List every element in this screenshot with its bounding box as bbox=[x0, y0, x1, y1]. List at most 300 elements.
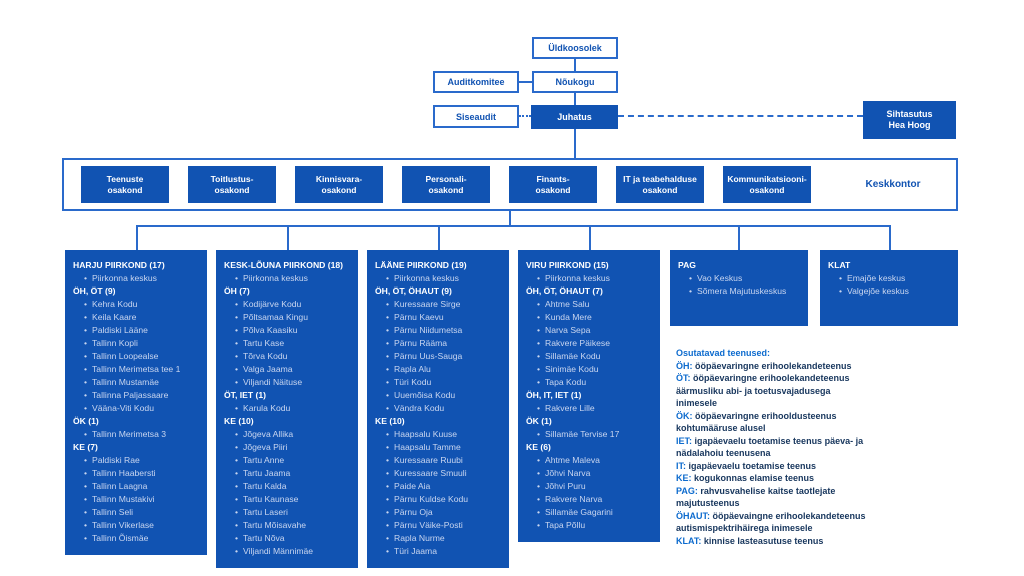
bullet-icon: • bbox=[537, 494, 541, 504]
facility-item bbox=[73, 272, 202, 285]
bullet-icon: • bbox=[235, 533, 239, 543]
facility-item bbox=[526, 324, 655, 337]
facility-label: Kuressaare Smuuli bbox=[394, 468, 467, 478]
department-label-line2: osakond bbox=[428, 184, 464, 195]
bullet-icon: • bbox=[537, 507, 541, 517]
facility-label: Tallinn Laagna bbox=[92, 481, 148, 491]
bullet-icon: • bbox=[386, 299, 390, 309]
facility-item bbox=[375, 493, 504, 506]
facility-item bbox=[73, 298, 202, 311]
facility-item bbox=[73, 324, 202, 337]
legend-entry-line: ÖK: ööpäevaringne erihooldusteenus bbox=[676, 410, 837, 421]
bullet-icon: • bbox=[537, 351, 541, 361]
connector-drop-pag bbox=[738, 225, 740, 250]
facility-item bbox=[526, 350, 655, 363]
region-box-pag bbox=[670, 250, 808, 326]
facility-item bbox=[526, 454, 655, 467]
facility-label: Tapa Põllu bbox=[545, 520, 586, 530]
facility-item bbox=[224, 363, 353, 376]
legend-entry-line: autismispektrihäirega inimesele bbox=[676, 523, 813, 533]
facility-label: Türi Kodu bbox=[394, 377, 432, 387]
bullet-icon: • bbox=[386, 533, 390, 543]
region-box-kesk-louna bbox=[216, 250, 358, 568]
facility-label: Vääna-Viti Kodu bbox=[92, 403, 154, 413]
department-box bbox=[188, 166, 276, 203]
facility-label: Vao Keskus bbox=[697, 273, 743, 283]
facility-label: Tallinn Õismäe bbox=[92, 533, 149, 543]
facility-item bbox=[375, 311, 504, 324]
bullet-icon: • bbox=[84, 533, 88, 543]
bullet-icon: • bbox=[537, 325, 541, 335]
facility-item bbox=[375, 467, 504, 480]
legend-abbr: KLAT: bbox=[676, 535, 702, 546]
region-box-laane bbox=[367, 250, 509, 568]
facility-item bbox=[526, 311, 655, 324]
facility-label: Viljandi Männimäe bbox=[243, 546, 314, 556]
facility-label: Pärnu Väike-Posti bbox=[394, 520, 463, 530]
bullet-icon: • bbox=[537, 429, 541, 439]
facility-label: Kuressaare Ruubi bbox=[394, 455, 463, 465]
facility-label: Rakvere Lille bbox=[545, 403, 595, 413]
department-label-line2: osakond bbox=[214, 184, 250, 195]
connector-distribution-bar bbox=[136, 225, 891, 227]
facility-label: Sõmera Majutuskeskus bbox=[697, 286, 787, 296]
department-label-line1: IT ja teabehalduse bbox=[623, 173, 697, 184]
facility-item bbox=[526, 428, 655, 441]
facility-item bbox=[224, 480, 353, 493]
bullet-icon: • bbox=[84, 520, 88, 530]
facility-label: Tartu Laseri bbox=[243, 507, 288, 517]
legend-entry-line: IT: igapäevaelu toetamise teenus bbox=[676, 460, 817, 471]
facility-label: Tallinn Loopealse bbox=[92, 351, 159, 361]
facility-label: Emajõe keskus bbox=[847, 273, 906, 283]
facility-label: Paide Aia bbox=[394, 481, 431, 491]
facility-label: Viljandi Näituse bbox=[243, 377, 303, 387]
bullet-icon: • bbox=[235, 468, 239, 478]
bullet-icon: • bbox=[537, 273, 541, 283]
facility-label: Tartu Kalda bbox=[243, 481, 287, 491]
facility-item bbox=[526, 519, 655, 532]
department-label-line1: Teenuste bbox=[106, 173, 144, 184]
facility-item bbox=[73, 532, 202, 545]
bullet-icon: • bbox=[235, 325, 239, 335]
facility-item bbox=[375, 519, 504, 532]
bullet-icon: • bbox=[84, 364, 88, 374]
juhatus-box: Juhatus bbox=[531, 105, 618, 129]
bullet-icon: • bbox=[386, 507, 390, 517]
facility-label: Sillamäe Kodu bbox=[545, 351, 601, 361]
facility-label: Tallinn Mustakivi bbox=[92, 494, 155, 504]
bullet-icon: • bbox=[689, 273, 693, 283]
facility-item bbox=[224, 493, 353, 506]
facility-label: Valgejõe keskus bbox=[847, 286, 909, 296]
facility-label: Rakvere Narva bbox=[545, 494, 603, 504]
facility-item bbox=[526, 272, 655, 285]
facility-item bbox=[224, 519, 353, 532]
region-title: HARJU PIIRKOND (17) bbox=[73, 260, 165, 270]
facility-item bbox=[375, 363, 504, 376]
facility-label: Kehra Kodu bbox=[92, 299, 138, 309]
bullet-icon: • bbox=[386, 312, 390, 322]
bullet-icon: • bbox=[84, 338, 88, 348]
legend-abbr: PAG: bbox=[676, 485, 698, 496]
connector-drop-laane bbox=[438, 225, 440, 250]
bullet-icon: • bbox=[537, 338, 541, 348]
department-label-line2: osakond bbox=[107, 184, 143, 195]
bullet-icon: • bbox=[386, 390, 390, 400]
keskkontor-label: Keskkontor bbox=[865, 179, 921, 190]
bullet-icon: • bbox=[235, 481, 239, 491]
bullet-icon: • bbox=[84, 299, 88, 309]
bullet-icon: • bbox=[386, 429, 390, 439]
facility-label: Keila Kaare bbox=[92, 312, 137, 322]
facility-label: Piirkonna keskus bbox=[243, 273, 308, 283]
legend-entry-line: majutusteenus bbox=[676, 498, 740, 508]
service-group-header: ÖH, IT, IET (1) bbox=[526, 390, 582, 400]
bullet-icon: • bbox=[537, 377, 541, 387]
facility-item bbox=[526, 376, 655, 389]
sihtasutus-hea-hoog-box bbox=[863, 101, 956, 139]
bullet-icon: • bbox=[235, 351, 239, 361]
facility-item bbox=[375, 428, 504, 441]
connector-drop-harju bbox=[136, 225, 138, 250]
department-box bbox=[616, 166, 704, 203]
department-label-line1: Kinnisvara- bbox=[315, 173, 363, 184]
region-title: PAG bbox=[678, 260, 696, 270]
service-group-header: ÖH, ÖT (9) bbox=[73, 286, 116, 296]
bullet-icon: • bbox=[386, 351, 390, 361]
facility-item bbox=[224, 272, 353, 285]
region-title: KLAT bbox=[828, 260, 851, 270]
facility-label: Ahtme Salu bbox=[545, 299, 590, 309]
facility-label: Pärnu Rääma bbox=[394, 338, 448, 348]
facility-label: Vändra Kodu bbox=[394, 403, 445, 413]
bullet-icon: • bbox=[84, 507, 88, 517]
bullet-icon: • bbox=[386, 364, 390, 374]
bullet-icon: • bbox=[84, 377, 88, 387]
facility-label: Sinimäe Kodu bbox=[545, 364, 599, 374]
facility-item bbox=[73, 506, 202, 519]
facility-label: Tartu Anne bbox=[243, 455, 285, 465]
facility-item bbox=[73, 311, 202, 324]
facility-item bbox=[678, 285, 803, 298]
region-box-harju bbox=[65, 250, 207, 555]
facility-item bbox=[526, 467, 655, 480]
bullet-icon: • bbox=[84, 494, 88, 504]
facility-item bbox=[73, 480, 202, 493]
facility-item bbox=[526, 493, 655, 506]
facility-label: Tartu Nõva bbox=[243, 533, 285, 543]
facility-item bbox=[224, 532, 353, 545]
legend-abbr: IET: bbox=[676, 435, 693, 446]
facility-item bbox=[224, 441, 353, 454]
connector-auditkomitee-noukogu bbox=[518, 81, 532, 83]
service-group-header: KE (10) bbox=[224, 416, 254, 426]
connector-drop-viru bbox=[589, 225, 591, 250]
service-group-header: ÖK (1) bbox=[73, 416, 99, 426]
bullet-icon: • bbox=[537, 520, 541, 530]
bullet-icon: • bbox=[689, 286, 693, 296]
region-title: KESK-LÕUNA PIIRKOND (18) bbox=[224, 260, 344, 270]
legend-abbr: ÖK: bbox=[676, 410, 693, 421]
facility-item bbox=[73, 428, 202, 441]
facility-item bbox=[375, 389, 504, 402]
facility-item bbox=[828, 272, 953, 285]
sihtasutus-label-line2: Hea Hoog bbox=[888, 120, 931, 130]
facility-label: Tallinn Haabersti bbox=[92, 468, 156, 478]
facility-label: Pärnu Kaevu bbox=[394, 312, 444, 322]
facility-label: Kunda Mere bbox=[545, 312, 592, 322]
bullet-icon: • bbox=[235, 455, 239, 465]
facility-item bbox=[375, 506, 504, 519]
department-box bbox=[723, 166, 811, 203]
keskkontor-container bbox=[62, 158, 958, 211]
bullet-icon: • bbox=[235, 312, 239, 322]
facility-item bbox=[375, 454, 504, 467]
department-label-line1: Toitlustus- bbox=[210, 173, 254, 184]
facility-item bbox=[224, 428, 353, 441]
bullet-icon: • bbox=[386, 546, 390, 556]
bullet-icon: • bbox=[235, 364, 239, 374]
facility-label: Tartu Mõisavahe bbox=[243, 520, 307, 530]
facility-item bbox=[678, 272, 803, 285]
facility-item bbox=[375, 402, 504, 415]
facility-item bbox=[73, 376, 202, 389]
bullet-icon: • bbox=[235, 507, 239, 517]
bullet-icon: • bbox=[386, 494, 390, 504]
bullet-icon: • bbox=[84, 468, 88, 478]
facility-item bbox=[224, 376, 353, 389]
bullet-icon: • bbox=[235, 546, 239, 556]
facility-item bbox=[375, 441, 504, 454]
service-group-header: ÖT, IET (1) bbox=[224, 390, 267, 400]
facility-label: Sillamäe Tervise 17 bbox=[545, 429, 620, 439]
service-group-header: KE (10) bbox=[375, 416, 405, 426]
facility-item bbox=[73, 363, 202, 376]
facility-item bbox=[224, 337, 353, 350]
facility-label: Narva Sepa bbox=[545, 325, 591, 335]
facility-label: Tallinn Mustamäe bbox=[92, 377, 159, 387]
department-box bbox=[509, 166, 597, 203]
region-box-klat bbox=[820, 250, 958, 326]
facility-label: Põltsamaa Kingu bbox=[243, 312, 308, 322]
bullet-icon: • bbox=[537, 312, 541, 322]
facility-item bbox=[224, 298, 353, 311]
facility-item bbox=[375, 480, 504, 493]
bullet-icon: • bbox=[84, 403, 88, 413]
bullet-icon: • bbox=[235, 299, 239, 309]
region-box-viru bbox=[518, 250, 660, 542]
facility-label: Jõgeva Allika bbox=[243, 429, 294, 439]
bullet-icon: • bbox=[386, 273, 390, 283]
facility-label: Haapsalu Kuuse bbox=[394, 429, 458, 439]
bullet-icon: • bbox=[537, 455, 541, 465]
facility-label: Haapsalu Tamme bbox=[394, 442, 461, 452]
facility-item bbox=[224, 545, 353, 558]
bullet-icon: • bbox=[84, 390, 88, 400]
connector-juhatus-sihtasutus-dashed bbox=[618, 115, 863, 117]
bullet-icon: • bbox=[235, 520, 239, 530]
services-legend bbox=[676, 347, 948, 547]
bullet-icon: • bbox=[386, 468, 390, 478]
service-group-header: KE (6) bbox=[526, 442, 551, 452]
facility-label: Uuemõisa Kodu bbox=[394, 390, 456, 400]
connector-drop-klat bbox=[889, 225, 891, 250]
facility-item bbox=[375, 532, 504, 545]
facility-item bbox=[73, 337, 202, 350]
department-label-line1: Kommunikatsiooni- bbox=[727, 173, 807, 184]
bullet-icon: • bbox=[386, 403, 390, 413]
legend-abbr: KE: bbox=[676, 473, 692, 483]
facility-item bbox=[73, 519, 202, 532]
facility-item bbox=[73, 467, 202, 480]
legend-entry-line: KE: kogukonnas elamise teenus bbox=[676, 473, 815, 483]
bullet-icon: • bbox=[84, 429, 88, 439]
facility-item bbox=[375, 337, 504, 350]
facility-item bbox=[224, 350, 353, 363]
facility-label: Tartu Kase bbox=[243, 338, 285, 348]
department-label-line1: Finants- bbox=[536, 173, 570, 184]
department-label-line2: osakond bbox=[749, 184, 785, 195]
bullet-icon: • bbox=[235, 338, 239, 348]
connector-drop-kesk-louna bbox=[287, 225, 289, 250]
bullet-icon: • bbox=[386, 481, 390, 491]
facility-label: Rakvere Päikese bbox=[545, 338, 610, 348]
facility-item bbox=[73, 454, 202, 467]
auditkomitee-box: Auditkomitee bbox=[433, 71, 519, 93]
legend-abbr: ÖT: bbox=[676, 373, 691, 383]
bullet-icon: • bbox=[235, 494, 239, 504]
bullet-icon: • bbox=[386, 377, 390, 387]
facility-item bbox=[375, 298, 504, 311]
connector-siseaudit-juhatus-dotted bbox=[519, 115, 531, 117]
facility-label: Valga Jaama bbox=[243, 364, 293, 374]
facility-item bbox=[73, 402, 202, 415]
facility-item bbox=[224, 467, 353, 480]
legend-abbr: IT: bbox=[676, 460, 686, 471]
bullet-icon: • bbox=[386, 442, 390, 452]
facility-item bbox=[73, 493, 202, 506]
facility-label: Rapla Alu bbox=[394, 364, 431, 374]
connector-uldkoosolek-noukogu bbox=[574, 58, 576, 71]
facility-label: Piirkonna keskus bbox=[545, 273, 610, 283]
facility-label: Tallinn Seli bbox=[92, 507, 134, 517]
department-box bbox=[81, 166, 169, 203]
service-group-header: ÖH, ÖT, ÖHAUT (7) bbox=[526, 286, 603, 296]
department-label-line2: osakond bbox=[642, 184, 678, 195]
service-group-header: KE (7) bbox=[73, 442, 98, 452]
legend-entry-line: ÖT: ööpäevaringne erihoolekandeteenus bbox=[676, 373, 850, 383]
department-label-line2: osakond bbox=[321, 184, 357, 195]
bullet-icon: • bbox=[84, 481, 88, 491]
legend-entry-line: nädalahoiu teenusena bbox=[676, 448, 771, 458]
facility-item bbox=[828, 285, 953, 298]
facility-label: Põlva Kaasiku bbox=[243, 325, 298, 335]
service-group-header: ÖH, ÖT, ÖHAUT (9) bbox=[375, 286, 452, 296]
bullet-icon: • bbox=[235, 377, 239, 387]
facility-label: Tartu Jaama bbox=[243, 468, 291, 478]
facility-label: Tallinna Paljassaare bbox=[92, 390, 169, 400]
connector-juhatus-keskkontor bbox=[574, 128, 576, 158]
facility-label: Tallinn Vikerlase bbox=[92, 520, 154, 530]
legend-entry-line: kohtumääruse alusel bbox=[676, 423, 766, 433]
facility-label: Tallinn Merimetsa 3 bbox=[92, 429, 167, 439]
facility-item bbox=[526, 402, 655, 415]
facility-item bbox=[224, 324, 353, 337]
facility-label: Jõhvi Puru bbox=[545, 481, 586, 491]
legend-entry-line: IET: igapäevaelu toetamise teenus päeva- ja bbox=[676, 435, 864, 446]
bullet-icon: • bbox=[84, 312, 88, 322]
legend-entry-line: ÖHAUT: ööpäevaingne erihoolekandeteenus bbox=[676, 510, 866, 521]
siseaudit-box: Siseaudit bbox=[433, 105, 519, 128]
legend-abbr: ÖH: bbox=[676, 360, 693, 371]
bullet-icon: • bbox=[537, 299, 541, 309]
department-box bbox=[295, 166, 383, 203]
legend-entry-line: PAG: rahvusvahelise kaitse taotlejate bbox=[676, 485, 836, 496]
bullet-icon: • bbox=[537, 468, 541, 478]
facility-item bbox=[526, 480, 655, 493]
facility-label: Rapla Nurme bbox=[394, 533, 445, 543]
facility-label: Paldiski Lääne bbox=[92, 325, 148, 335]
facility-label: Pärnu Kuldse Kodu bbox=[394, 494, 469, 504]
facility-item bbox=[224, 402, 353, 415]
facility-label: Tallinn Kopli bbox=[92, 338, 138, 348]
bullet-icon: • bbox=[839, 273, 843, 283]
uldkoosolek-box: Üldkoosolek bbox=[532, 37, 618, 59]
facility-item bbox=[224, 506, 353, 519]
region-title: LÄÄNE PIIRKOND (19) bbox=[375, 260, 467, 270]
facility-item bbox=[224, 454, 353, 467]
facility-label: Tõrva Kodu bbox=[243, 351, 288, 361]
legend-entry-line: ÖH: ööpäevaringne erihoolekandeteenus bbox=[676, 360, 852, 371]
legend-entry-line: KLAT: kinnise lasteasutuse teenus bbox=[676, 535, 824, 546]
legend-entry-line: äärmusliku abi- ja toetusvajadusega bbox=[676, 385, 831, 396]
facility-label: Kuressaare Sirge bbox=[394, 299, 461, 309]
bullet-icon: • bbox=[537, 403, 541, 413]
legend-entry-line: inimesele bbox=[676, 398, 718, 408]
bullet-icon: • bbox=[386, 455, 390, 465]
facility-item bbox=[375, 324, 504, 337]
bullet-icon: • bbox=[386, 520, 390, 530]
connector-keskkontor-stem bbox=[509, 211, 511, 225]
facility-label: Pärnu Niidumetsa bbox=[394, 325, 463, 335]
noukogu-box: Nõukogu bbox=[532, 71, 618, 93]
facility-label: Tartu Kaunase bbox=[243, 494, 299, 504]
facility-item bbox=[224, 311, 353, 324]
connector-noukogu-juhatus bbox=[574, 92, 576, 105]
service-group-header: ÖH (7) bbox=[224, 286, 250, 296]
facility-item bbox=[526, 298, 655, 311]
facility-item bbox=[526, 506, 655, 519]
facility-label: Piirkonna keskus bbox=[92, 273, 157, 283]
bullet-icon: • bbox=[537, 364, 541, 374]
facility-item bbox=[73, 389, 202, 402]
sihtasutus-label-line1: Sihtasutus bbox=[886, 108, 933, 119]
legend-abbr: ÖHAUT: bbox=[676, 510, 710, 521]
facility-item bbox=[526, 337, 655, 350]
facility-item bbox=[375, 350, 504, 363]
facility-label: Jõhvi Narva bbox=[545, 468, 591, 478]
bullet-icon: • bbox=[84, 273, 88, 283]
bullet-icon: • bbox=[84, 455, 88, 465]
facility-label: Pärnu Oja bbox=[394, 507, 433, 517]
bullet-icon: • bbox=[235, 403, 239, 413]
bullet-icon: • bbox=[386, 338, 390, 348]
service-group-header: ÖK (1) bbox=[526, 416, 552, 426]
department-label-line2: osakond bbox=[535, 184, 571, 195]
facility-item bbox=[73, 350, 202, 363]
bullet-icon: • bbox=[235, 442, 239, 452]
